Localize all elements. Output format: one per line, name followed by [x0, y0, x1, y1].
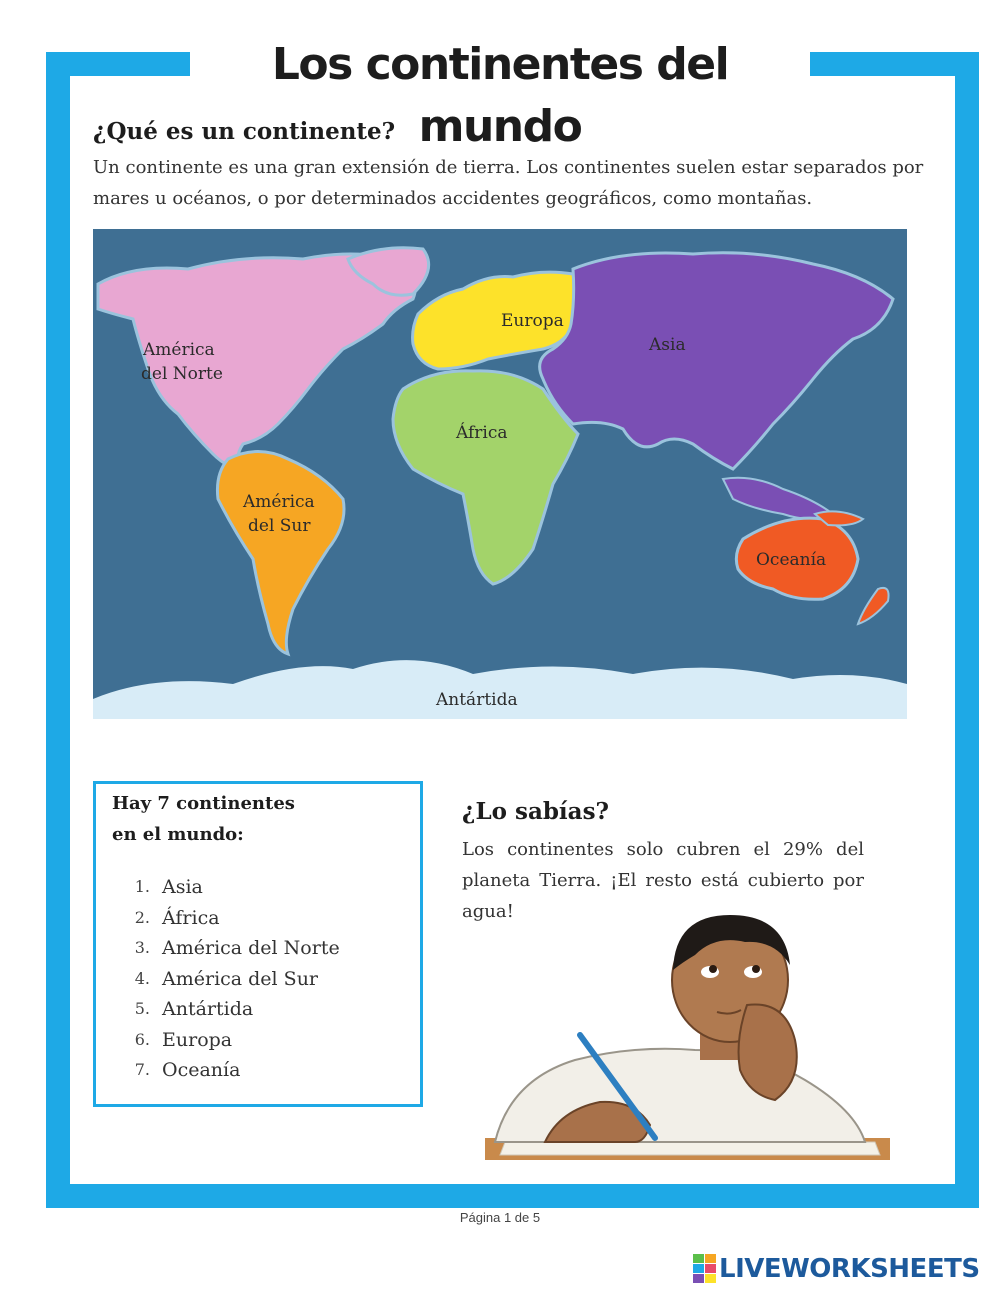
- list-item: [112, 964, 420, 995]
- list-number: 2.: [134, 907, 150, 927]
- list-number: 3.: [134, 938, 150, 957]
- label-south-america-2: del Sur: [248, 516, 311, 536]
- label-north-america-1: América: [143, 340, 215, 360]
- world-map: [93, 229, 907, 719]
- list-item-name: África: [162, 906, 220, 929]
- label-oceania: Oceanía: [756, 550, 827, 570]
- label-antarctica: Antártida: [436, 690, 518, 710]
- notebook: [500, 1142, 880, 1155]
- list-item: [112, 872, 420, 903]
- list-number: 7.: [134, 1060, 150, 1079]
- list-item-name: América del Norte: [162, 937, 340, 959]
- boy-thinking-illustration: [485, 910, 890, 1160]
- list-heading-line2: en el mundo:: [112, 824, 244, 845]
- list-item: [112, 903, 420, 934]
- list-heading: [112, 788, 302, 850]
- list-number: 1.: [134, 877, 150, 896]
- continents-list: [112, 872, 420, 1086]
- fact-heading: ¿Lo sabías?: [462, 798, 609, 825]
- list-item-name: Antártida: [162, 998, 254, 1020]
- list-item-name: América del Sur: [162, 967, 319, 990]
- label-africa: África: [456, 423, 508, 443]
- continents-list-box: [93, 781, 423, 1107]
- shirt: [495, 1049, 865, 1142]
- list-item: [112, 1055, 420, 1086]
- liveworksheets-wordmark: LIVEWORKSHEETS: [719, 1254, 980, 1284]
- list-item: [112, 994, 420, 1025]
- liveworksheets-logo: [693, 1252, 980, 1286]
- label-north-america-2: del Norte: [141, 364, 223, 384]
- label-asia: Asia: [649, 335, 686, 355]
- page-title: Los continentes del mundo: [271, 39, 729, 152]
- list-item: [112, 933, 420, 964]
- left-pupil: [709, 965, 717, 973]
- liveworksheets-logo-icon: [693, 1254, 717, 1284]
- list-number: 4.: [134, 968, 150, 988]
- list-number: 6.: [134, 1029, 150, 1049]
- intro-paragraph: Un continente es una gran extensión de tierra. Los continentes suelen estar separados por mares u océanos, o por determinados accidentes geográficos, como montañas.: [93, 157, 924, 209]
- list-item: [112, 1025, 420, 1056]
- fact-text: Los continentes solo cubren el 29% del planeta Tierra. ¡El resto está cubierto por agua!: [462, 839, 864, 922]
- list-number: 5.: [134, 999, 150, 1018]
- label-europe: Europa: [501, 311, 564, 331]
- list-item-name: Asia: [162, 876, 203, 898]
- list-heading-line1: Hay 7 continentes: [112, 793, 295, 814]
- section-heading-what-is-continent: ¿Qué es un continente?: [93, 118, 396, 145]
- label-south-america-1: América: [243, 492, 315, 512]
- world-map-graphic: [93, 229, 907, 719]
- page-number: Página 1 de 5: [459, 1210, 541, 1225]
- right-pupil: [752, 965, 760, 973]
- list-item-name: Oceanía: [162, 1059, 241, 1081]
- list-item-name: Europa: [162, 1028, 233, 1051]
